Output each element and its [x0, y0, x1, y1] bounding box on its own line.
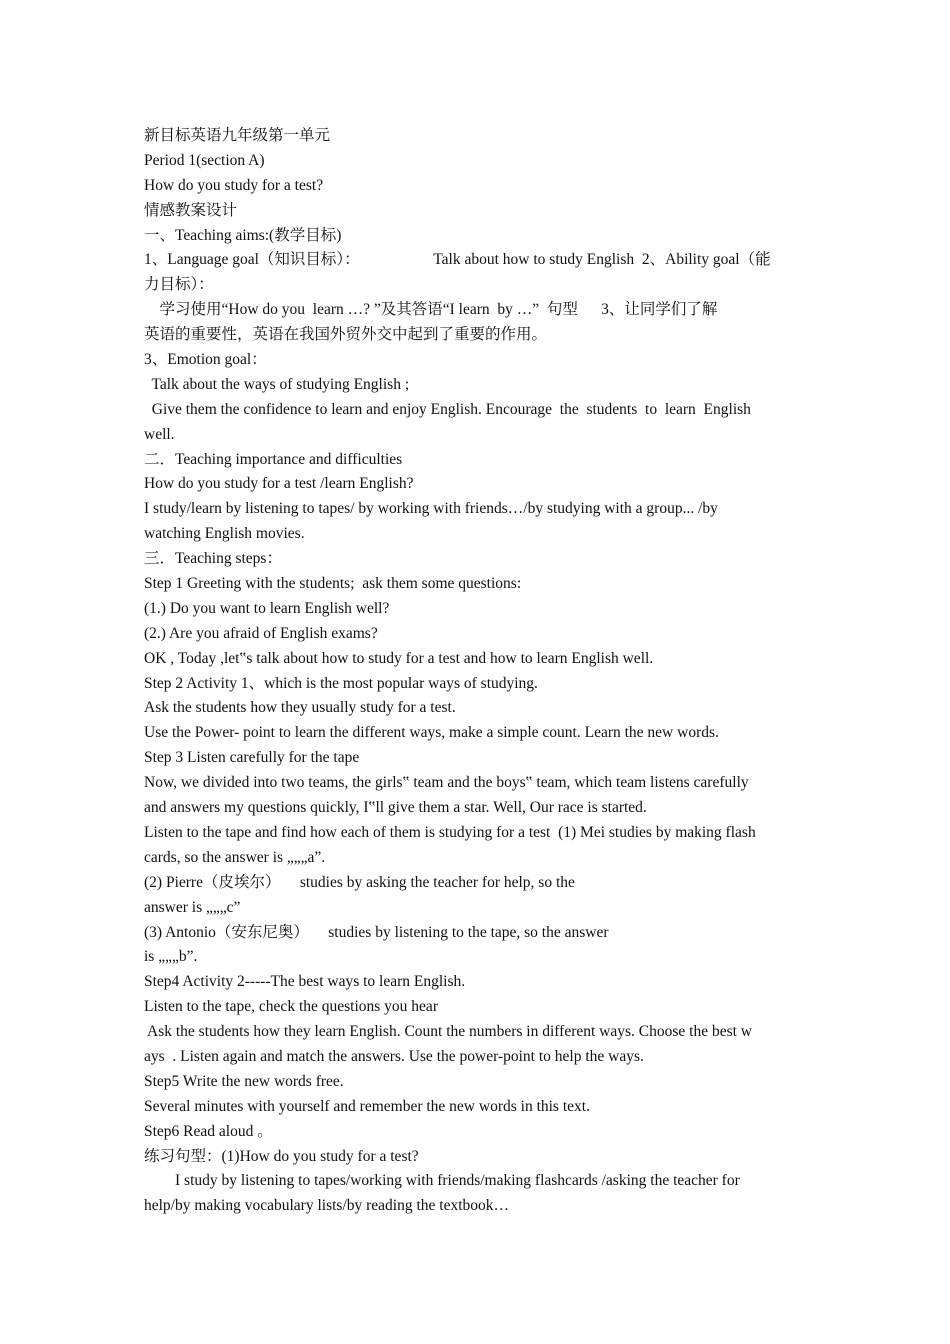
text-line: 3、Emotion goal：	[144, 351, 267, 369]
text-line: Listen to the tape, check the questions you hear	[144, 998, 438, 1016]
text-line: I study by listening to tapes/working with friends/making flashcards /asking the teacher for	[144, 1172, 740, 1190]
text-line: Listen to the tape and find how each of them is studying for a test (1) Mei studies by making flash	[144, 823, 756, 841]
text-line: (2) Pierre（皮埃尔） studies by asking the teacher for help, so the	[144, 873, 575, 891]
text-line: (3) Antonio（安东尼奥） studies by listening to the tape, so the answer	[144, 923, 609, 941]
design-heading: 情感教案设计	[144, 201, 238, 219]
text-line: 学习使用“How do you learn …? ”及其答语“I learn by …” 句型 3、让同学们了解	[144, 301, 718, 319]
step-line: Step 1 Greeting with the students; ask them some questions:	[144, 575, 522, 593]
text-line: well.	[144, 425, 175, 443]
text-line: 英语的重要性，英语在我国外贸外交中起到了重要的作用。	[144, 326, 548, 344]
section-heading-steps: 三．Teaching steps：	[144, 550, 282, 568]
lesson-question: How do you study for a test?	[144, 176, 324, 194]
text-line: ays . Listen again and match the answers. Use the power-point to help the ways.	[144, 1047, 644, 1065]
text-line: help/by making vocabulary lists/by reading the textbook…	[144, 1197, 510, 1215]
text-line: watching English movies.	[144, 525, 305, 543]
step-line: Step5 Write the new words free.	[144, 1072, 344, 1090]
text-line: OK , Today ,let‟s talk about how to study for a test and how to learn English well.	[144, 649, 654, 667]
text-line: is „„„b”.	[144, 948, 198, 966]
text-line: Talk about the ways of studying English ;	[144, 375, 410, 393]
text-line: Ask the students how they learn English. Count the numbers in different ways. Choose the best w	[144, 1023, 753, 1041]
doc-title: 新目标英语九年级第一单元	[144, 127, 331, 144]
step-line: Step6 Read aloud 。	[144, 1122, 273, 1140]
text-line: Use the Power- point to learn the different ways, make a simple count. Learn the new words.	[144, 724, 719, 742]
section-heading-importance: 二．Teaching importance and difficulties	[144, 450, 403, 468]
practice-heading: 练习句型：(1)How do you study for a test?	[144, 1147, 419, 1165]
text-line: (2.) Are you afraid of English exams?	[144, 624, 378, 642]
text-line: (1.) Do you want to learn English well?	[144, 599, 390, 617]
text-line: 1、Language goal（知识目标）： Talk about how to study English 2、Ability goal（能	[144, 251, 771, 269]
text-line: cards, so the answer is „„„a”.	[144, 848, 326, 866]
step-line: Step4 Activity 2-----The best ways to learn English.	[144, 973, 466, 991]
period-line: Period 1(section A)	[144, 151, 265, 169]
text-line: How do you study for a test /learn English?	[144, 475, 414, 493]
text-line: Give them the confidence to learn and enjoy English. Encourage the students to learn English	[144, 400, 751, 418]
text-line: 力目标）：	[144, 276, 214, 294]
text-line: Now, we divided into two teams, the girls‟ team and the boys‟ team, which team listens carefully	[144, 774, 749, 792]
document-page	[144, 124, 806, 1219]
step-line: Step 2 Activity 1、which is the most popular ways of studying.	[144, 674, 538, 692]
section-heading-aims: 一、Teaching aims:(教学目标)	[144, 226, 342, 244]
step-line: Step 3 Listen carefully for the tape	[144, 749, 360, 767]
text-line: Several minutes with yourself and remember the new words in this text.	[144, 1097, 590, 1115]
text-line: and answers my questions quickly, I‟ll give them a star. Well, Our race is started.	[144, 799, 647, 817]
text-line: I study/learn by listening to tapes/ by working with friends…/by studying with a group... /by	[144, 500, 718, 518]
text-line: Ask the students how they usually study for a test.	[144, 699, 456, 717]
text-line: answer is „„„c”	[144, 898, 241, 916]
